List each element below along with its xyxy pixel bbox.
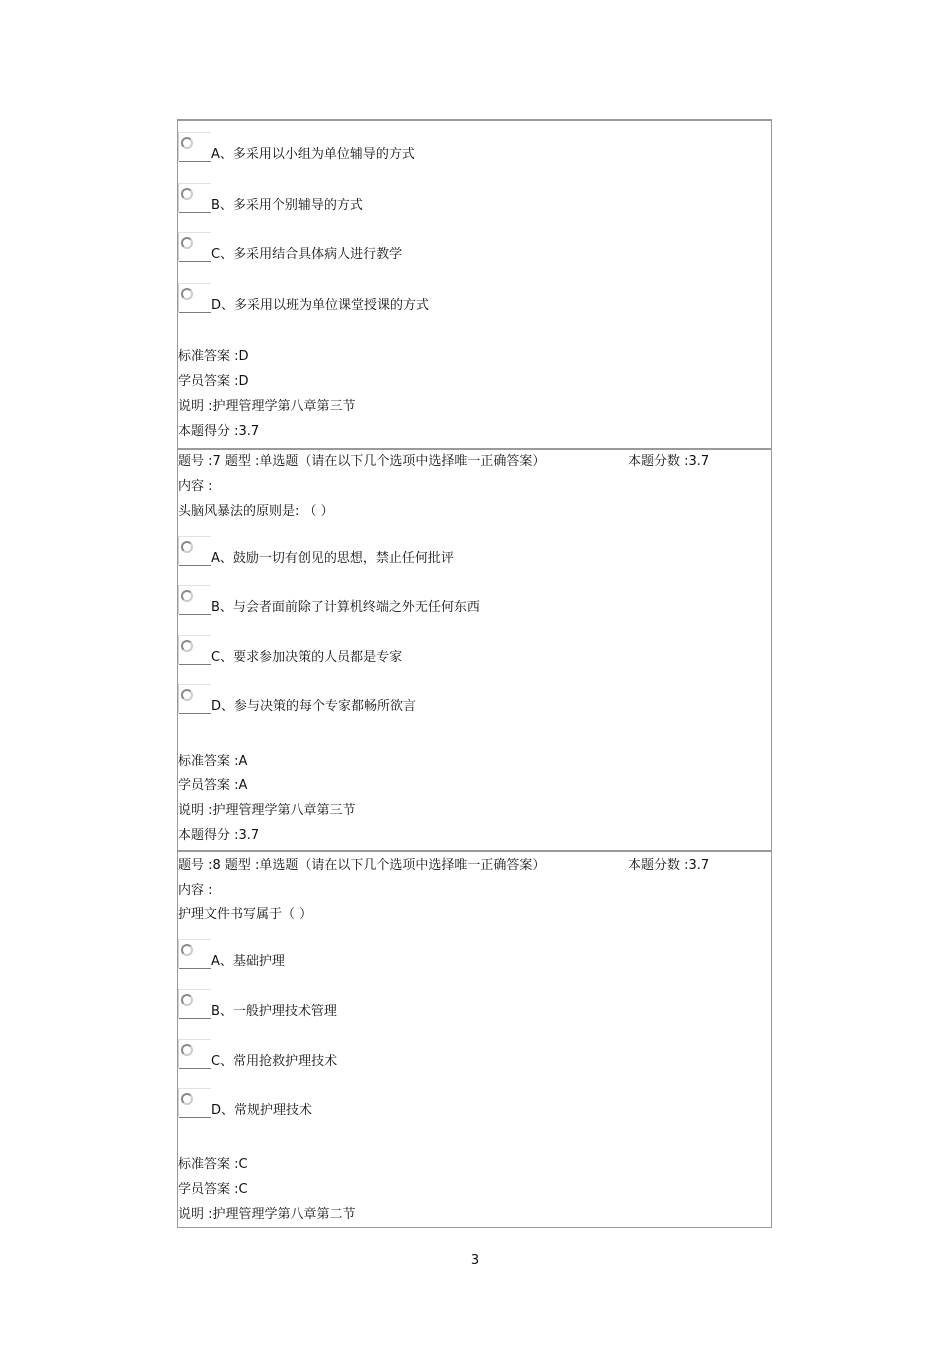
option-c[interactable] [178, 1039, 578, 1073]
option-label: D、多采用以班为单位课堂授课的方式 [211, 298, 430, 313]
option-label: B、与会者面前除了计算机终端之外无任何东西 [211, 600, 480, 615]
option-label: A、多采用以小组为单位辅导的方式 [211, 147, 415, 162]
option-label: C、多采用结合具体病人进行教学 [211, 247, 403, 262]
question-text: 头脑风暴法的原则是: （ ） [178, 504, 334, 519]
content-label: 内容 : [178, 479, 213, 494]
option-d[interactable] [178, 1088, 578, 1122]
explanation: 说明 :护理管理学第八章第三节 [178, 399, 356, 414]
option-c[interactable] [178, 635, 578, 669]
radio-button-icon[interactable] [178, 684, 211, 713]
radio-button-icon[interactable] [178, 989, 211, 1018]
radio-button-icon[interactable] [178, 232, 211, 261]
option-label: D、常规护理技术 [211, 1103, 313, 1118]
explanation: 说明 :护理管理学第八章第三节 [178, 803, 356, 818]
option-d[interactable] [178, 684, 578, 718]
radio-button-icon[interactable] [178, 1039, 211, 1068]
option-label: C、要求参加决策的人员都是专家 [211, 650, 403, 665]
standard-answer: 标准答案 :D [178, 349, 249, 364]
radio-button-icon[interactable] [178, 536, 211, 565]
option-a[interactable] [178, 536, 578, 570]
question-header: 题号 :8 题型 :单选题（请在以下几个选项中选择唯一正确答案） [178, 858, 546, 873]
question-7-card [177, 449, 772, 851]
option-b[interactable] [178, 183, 578, 217]
explanation: 说明 :护理管理学第八章第二节 [178, 1207, 356, 1222]
standard-answer: 标准答案 :C [178, 1157, 248, 1172]
option-label: A、基础护理 [211, 954, 285, 969]
question-text: 护理文件书写属于（ ） [178, 907, 313, 922]
option-b[interactable] [178, 585, 578, 619]
question-6-card [177, 119, 772, 449]
radio-button-icon[interactable] [178, 283, 211, 312]
option-d[interactable] [178, 283, 578, 317]
radio-button-icon[interactable] [178, 132, 211, 161]
option-label: B、多采用个别辅导的方式 [211, 198, 363, 213]
question-8-card [177, 851, 772, 1228]
score-got: 本题得分 :3.7 [178, 424, 260, 439]
option-a[interactable] [178, 939, 578, 973]
option-label: B、一般护理技术管理 [211, 1004, 337, 1019]
radio-button-icon[interactable] [178, 1088, 211, 1117]
content-label: 内容 : [178, 883, 213, 898]
option-c[interactable] [178, 232, 578, 266]
score-got: 本题得分 :3.7 [178, 828, 260, 843]
question-score-total: 本题分数 :3.7 [628, 454, 710, 469]
option-label: C、常用抢救护理技术 [211, 1054, 338, 1069]
student-answer: 学员答案 :A [178, 778, 248, 793]
question-score-total: 本题分数 :3.7 [628, 858, 710, 873]
radio-button-icon[interactable] [178, 183, 211, 212]
page-number: 3 [470, 1253, 480, 1268]
radio-button-icon[interactable] [178, 585, 211, 614]
option-b[interactable] [178, 989, 578, 1023]
student-answer: 学员答案 :D [178, 374, 249, 389]
question-header: 题号 :7 题型 :单选题（请在以下几个选项中选择唯一正确答案） [178, 454, 546, 469]
option-label: A、鼓励一切有创见的思想，禁止任何批评 [211, 551, 454, 566]
standard-answer: 标准答案 :A [178, 754, 248, 769]
student-answer: 学员答案 :C [178, 1182, 248, 1197]
radio-button-icon[interactable] [178, 635, 211, 664]
radio-button-icon[interactable] [178, 939, 211, 968]
option-label: D、参与决策的每个专家都畅所欲言 [211, 699, 417, 714]
option-a[interactable] [178, 132, 578, 166]
